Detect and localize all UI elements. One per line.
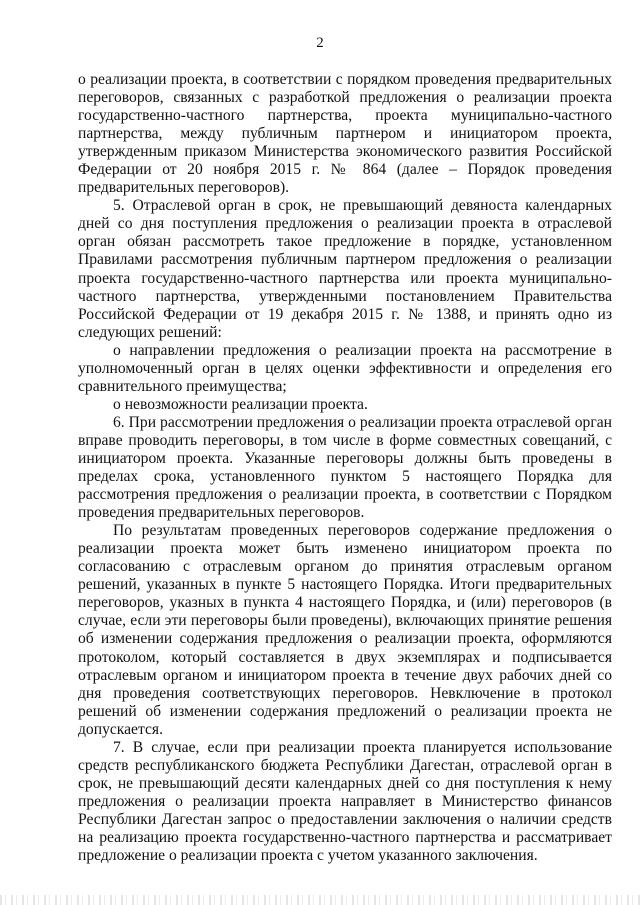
- paragraph-negotiation-results: По результатам проведенных переговоров содержание предложения о реализации проекта может быть изменено инициатором проекта по согласованию с отраслевым органом до принятия отраслевым органом решений, указанных в пункте 5 настоящего Порядка. Итоги предварительных переговоров, указных в пункта 4 настоящего Порядка, и (или) переговоров (в случае, если эти переговоры были проведены), включающих принятие решения об изменении содержания предложения о реализации проекта, оформляются протоколом, который составляется в двух экземплярах и подписывается отраслевым органом и инициатором проекта в течение двух рабочих дней со дня проведения соответствующих переговоров. Невключение в протокол решений об изменении содержания предложений о реализации проекта не допускается.: [78, 522, 612, 738]
- scan-bottom-edge: [0, 895, 640, 905]
- paragraph-decision-option-2: о невозможности реализации проекта.: [113, 395, 368, 413]
- paragraph-decision-option-1: о направлении предложения о реализации проекта на рассмотрение в уполномоченный орган в целях оценки эффективности и определения его сравнительного преимущества;: [78, 341, 612, 395]
- document-body: [78, 71, 612, 865]
- page-number: 2: [316, 35, 324, 51]
- paragraph-item-6: 6. При рассмотрении предложения о реализации проекта отраслевой орган вправе проводить переговоры, в том числе в форме совместных совещаний, с инициатором проекта. Указанные переговоры должны быть проведены в пределах срока, установленного пунктом 5 настоящего Порядка для рассмотрения предложения о реализации проекта, в соответствии с Порядком проведения предварительных переговоров.: [78, 413, 612, 522]
- paragraph-continuation: о реализации проекта, в соответствии с порядком проведения предварительных переговоров, связанных с разработкой предложения о реализации проекта государственно-частного партнерства, проекта муниципально-частного партнерства, между публичным партнером и инициатором проекта, утвержденным приказом Министерства экономического развития Российской Федерации от 20 ноября 2015 г. № 864 (далее – Порядок проведения предварительных переговоров).: [78, 71, 612, 197]
- paragraph-item-5: 5. Отраслевой орган в срок, не превышающий девяноста календарных дней со дня поступления предложения о реализации проекта в отраслевой орган обязан рассмотреть такое предложение в порядке, установленном Правилами рассмотрения публичным партнером предложения о реализации проекта государственно-частного партнерства или проекта муниципально-частного партнерства, утвержденными постановлением Правительства Российской Федерации от 19 декабря 2015 г. № 1388, и принять одно из следующих решений:: [78, 197, 612, 341]
- paragraph-item-7: 7. В случае, если при реализации проекта планируется использование средств республиканского бюджета Республики Дагестан, отраслевой орган в срок, не превышающий десяти календарных дней со дня поступления к нему предложения о реализации проекта направляет в Министерство финансов Республики Дагестан запрос о предоставлении заключения о наличии средств на реализацию проекта государственно-частного партнерства и рассматривает предложение о реализации проекта с учетом указанного заключения.: [78, 738, 612, 865]
